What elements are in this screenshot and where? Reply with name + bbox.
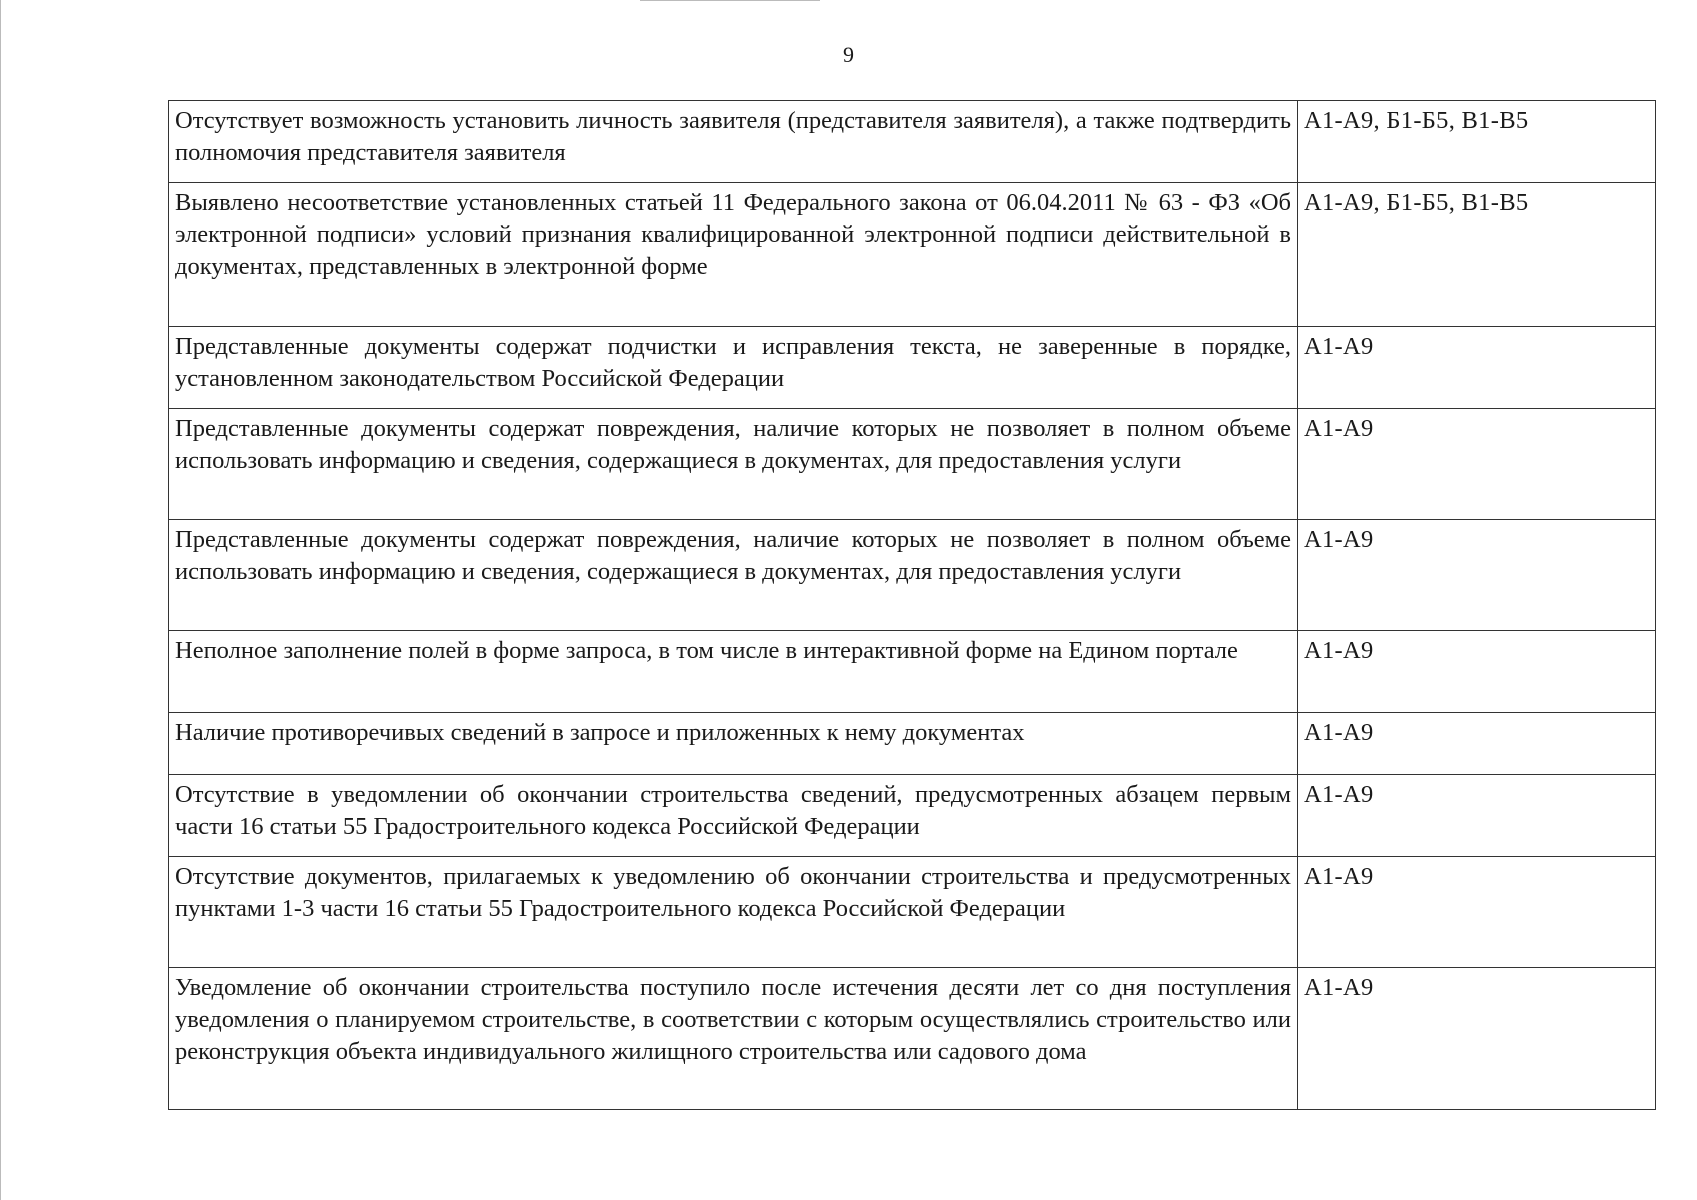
codes-cell: А1-А9, Б1-Б5, В1-В5 <box>1298 101 1656 183</box>
reason-cell: Уведомление об окончании строительства поступило после истечения десяти лет со дня поступления уведомления о планируемом строительстве, в соответствии с которым осуществлялись строительство или реконструкция объекта индивидуального жилищного строительства или садового дома <box>169 968 1298 1110</box>
reason-cell: Выявлено несоответствие установленных статьей 11 Федерального закона от 06.04.2011 № 63 - ФЗ «Об электронной подписи» условий признания квалифицированной электронной подписи действительной в документах, представленных в электронной форме <box>169 183 1298 327</box>
codes-cell: А1-А9 <box>1298 857 1656 968</box>
table-row <box>169 857 1656 968</box>
table-row <box>169 968 1656 1110</box>
codes-cell: А1-А9 <box>1298 409 1656 520</box>
scan-artifact <box>640 0 820 1</box>
codes-cell: А1-А9 <box>1298 713 1656 775</box>
codes-cell: А1-А9, Б1-Б5, В1-В5 <box>1298 183 1656 327</box>
codes-cell: А1-А9 <box>1298 631 1656 713</box>
codes-cell: А1-А9 <box>1298 327 1656 409</box>
table-row <box>169 775 1656 857</box>
reason-cell: Представленные документы содержат повреждения, наличие которых не позволяет в полном объеме использовать информацию и сведения, содержащиеся в документах, для предоставления услуги <box>169 520 1298 631</box>
reason-cell: Наличие противоречивых сведений в запросе и приложенных к нему документах <box>169 713 1298 775</box>
table-row <box>169 713 1656 775</box>
table-row <box>169 631 1656 713</box>
reason-cell: Отсутствует возможность установить личность заявителя (представителя заявителя), а также подтвердить полномочия представителя заявителя <box>169 101 1298 183</box>
table-row <box>169 327 1656 409</box>
table-row <box>169 101 1656 183</box>
reason-cell: Отсутствие в уведомлении об окончании строительства сведений, предусмотренных абзацем первым части 16 статьи 55 Градостроительного кодекса Российской Федерации <box>169 775 1298 857</box>
reason-cell: Неполное заполнение полей в форме запроса, в том числе в интерактивной форме на Едином портале <box>169 631 1298 713</box>
table-row <box>169 520 1656 631</box>
table-row <box>169 183 1656 327</box>
codes-cell: А1-А9 <box>1298 968 1656 1110</box>
refusal-reasons-table <box>168 100 1656 1110</box>
page-number: 9 <box>843 42 854 67</box>
codes-cell: А1-А9 <box>1298 520 1656 631</box>
scan-artifact <box>0 0 1 1200</box>
reason-cell: Представленные документы содержат повреждения, наличие которых не позволяет в полном объеме использовать информацию и сведения, содержащиеся в документах, для предоставления услуги <box>169 409 1298 520</box>
reason-cell: Представленные документы содержат подчистки и исправления текста, не заверенные в порядке, установленном законодательством Российской Федерации <box>169 327 1298 409</box>
reason-cell: Отсутствие документов, прилагаемых к уведомлению об окончании строительства и предусмотренных пунктами 1-3 части 16 статьи 55 Градостроительного кодекса Российской Федерации <box>169 857 1298 968</box>
codes-cell: А1-А9 <box>1298 775 1656 857</box>
table-row <box>169 409 1656 520</box>
